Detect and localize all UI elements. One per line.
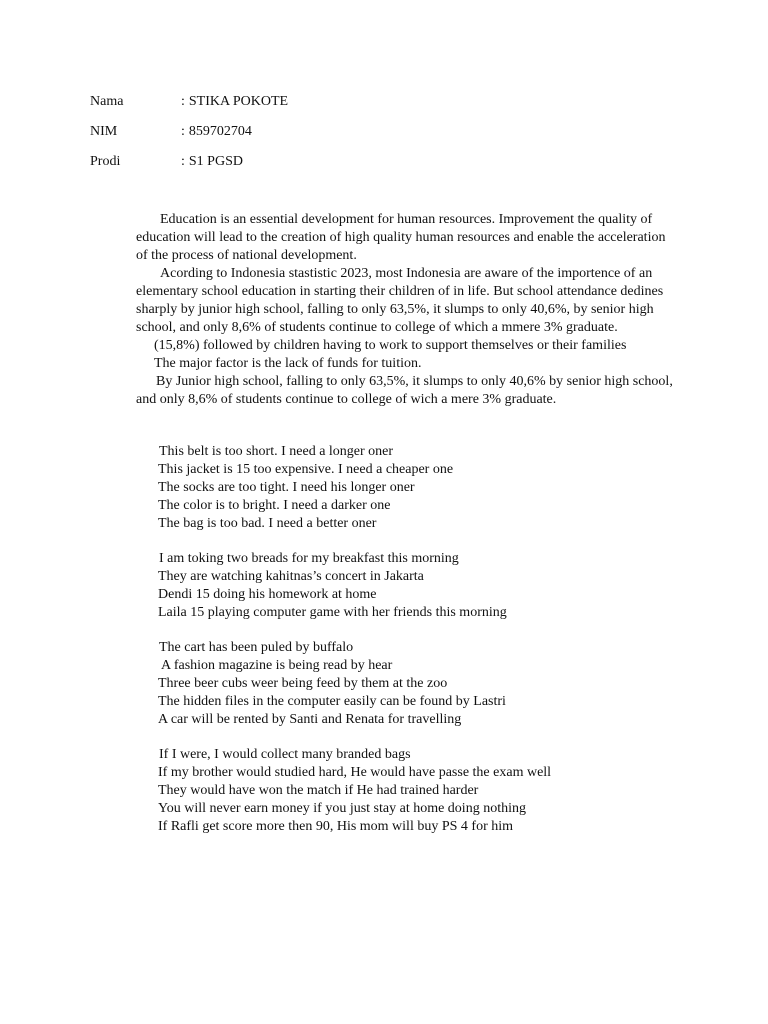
essay-paragraph-1: Education is an essential development for human resources. Improvement the quality of education will lead to the creation of high quality human resources and enable the acceleration of the process of national development.	[136, 212, 666, 263]
sentence-group-2	[158, 550, 507, 622]
list-item: Laila 15 playing computer game with her friends this morning	[158, 604, 507, 620]
header-row-prodi	[90, 152, 243, 172]
list-item: They are watching kahitnas’s concert in Jakarta	[158, 568, 424, 584]
header-value-nim: 859702704	[188, 124, 252, 139]
essay-paragraph-2: Acording to Indonesia stastistic 2023, most Indonesia are aware of the importence of an elementary school education in starting their children of in life. But school attendance dedines sharply by junior high school, falling to only 63,5%, it slumps to only 40,6%, by senior high school, and only 8,6% of students continue to college of which a mmere 3% graduate.	[136, 266, 664, 335]
list-item: You will never earn money if you just stay at home doing nothing	[158, 800, 526, 816]
header-row-nama	[90, 92, 288, 112]
list-item: If I were, I would collect many branded bags	[159, 747, 411, 762]
list-item: The hidden files in the computer easily can be found by Lastri	[158, 693, 506, 709]
sentence-group-4	[158, 746, 551, 835]
list-item: This jacket is 15 too expensive. I need a cheaper one	[158, 461, 454, 477]
list-item: I am toking two breads for my breakfast this morning	[159, 551, 459, 566]
list-item: A fashion magazine is being read by hear	[161, 657, 393, 673]
header-label-prodi: Prodi	[90, 154, 121, 169]
header-colon: :	[181, 154, 185, 169]
sentence-group-3	[158, 639, 506, 728]
header-colon: :	[181, 94, 185, 109]
list-item: Three beer cubs weer being feed by them at the zoo	[158, 675, 448, 691]
header-row-nim	[90, 122, 252, 142]
header-label-nama: Nama	[90, 94, 124, 109]
header-value-prodi: S1 PGSD	[188, 154, 243, 169]
header-colon: :	[181, 124, 185, 139]
list-item: This belt is too short. I need a longer oner	[159, 444, 394, 459]
list-item: Dendi 15 doing his homework at home	[158, 586, 377, 602]
essay-paragraph-3: (15,8%) followed by children having to work to support themselves or their families	[154, 338, 627, 353]
header-label-nim: NIM	[90, 124, 118, 139]
list-item: They would have won the match if He had trained harder	[158, 782, 479, 798]
essay-body	[136, 211, 676, 409]
header-value-nama: STIKA POKOTE	[188, 94, 289, 109]
list-item: The socks are too tight. I need his longer oner	[158, 479, 415, 495]
essay-paragraph-5: By Junior high school, falling to only 63,5%, it slumps to only 40,6% by senior high school, and only 8,6% of students continue to college of wich a mere 3% graduate.	[136, 374, 673, 407]
list-item: If Rafli get score more then 90, His mom will buy PS 4 for him	[158, 818, 514, 834]
list-item: If my brother would studied hard, He would have passe the exam well	[158, 764, 552, 780]
list-item: The color is to bright. I need a darker one	[158, 497, 391, 513]
essay-paragraph-4: The major factor is the lack of funds for tuition.	[154, 356, 422, 371]
sentence-group-1	[158, 443, 453, 532]
list-item: The bag is too bad. I need a better oner	[158, 515, 377, 531]
list-item: A car will be rented by Santi and Renata for travelling	[158, 711, 462, 727]
list-item: The cart has been puled by buffalo	[159, 640, 354, 655]
